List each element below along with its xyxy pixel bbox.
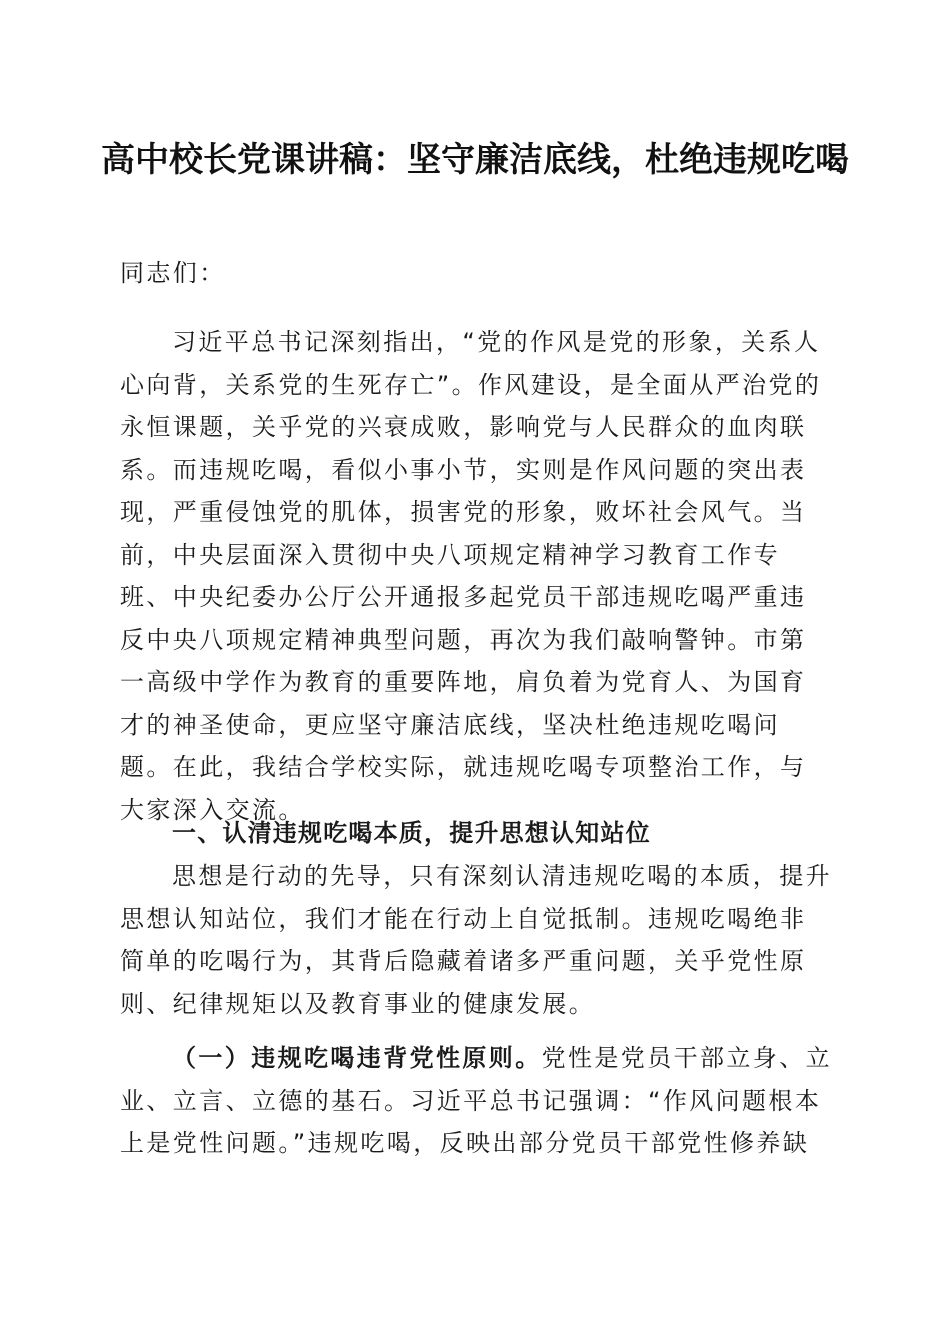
document-title: 高中校长党课讲稿：坚守廉洁底线，杜绝违规吃喝 — [101, 140, 849, 180]
paragraph-sub-1 — [120, 1037, 832, 1165]
salutation: 同志们： — [120, 259, 226, 287]
sub-1-text: 党性是党员干部立身、立业、立言、立德的基石。习近平总书记强调：“作风问题根本上是党性问题。”违规吃喝，反映出部分党员干部党性修养缺 — [120, 1044, 833, 1157]
paragraph-section-1: 思想是行动的先导，只有深刻认清违规吃喝的本质，提升思想认知站位，我们才能在行动上自觉抵制。违规吃喝绝非简单的吃喝行为，其背后隐藏着诸多严重问题，关乎党性原则、纪律规矩以及教育事业的健康发展。 — [120, 862, 832, 1018]
section-heading-1: 一、认清违规吃喝本质，提升思想认知站位 — [172, 819, 651, 847]
sub-heading-1: （一）违规吃喝违背党性原则。 — [172, 1044, 542, 1072]
paragraph-intro: 习近平总书记深刻指出，“党的作风是党的形象，关系人心向背，关系党的生死存亡”。作风建设，是全面从严治党的永恒课题，关乎党的兴衰成败，影响党与人民群众的血肉联系。而违规吃喝，看似小事小节，实则是作风问题的突出表现，严重侵蚀党的肌体，损害党的形象，败坏社会风气。当前，中央层面深入贯彻中央八项规定精神学习教育工作专班、中央纪委办公厅公开通报多起党员干部违规吃喝严重违反中央八项规定精神典型问题，再次为我们敲响警钟。市第一高级中学作为教育的重要阵地，肩负着为党育人、为国育才的神圣使命，更应坚守廉洁底线，坚决杜绝违规吃喝问题。在此，我结合学校实际，就违规吃喝专项整治工作，与大家深入交流。 — [120, 328, 822, 824]
